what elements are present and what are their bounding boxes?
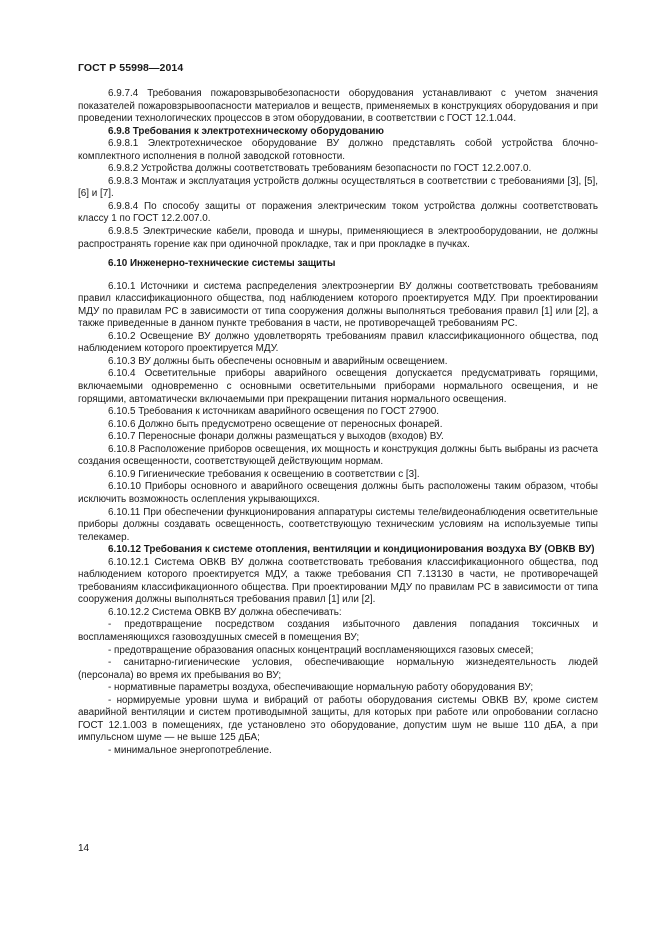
paragraph-6-10-5: 6.10.5 Требования к источникам аварийного освещения по ГОСТ 27900.: [108, 406, 439, 418]
paragraph-6-9-8-3: 6.9.8.3 Монтаж и эксплуатация устройств должны осуществляться в соответствии с требованиями [3], [5], [6] и [7].: [78, 175, 598, 200]
paragraph-6-9-8-4: 6.9.8.4 По способу защиты от поражения электрическим током устройства должны соответствовать классу 1 по ГОСТ 12.2.007.0.: [78, 200, 598, 225]
page-body: [78, 88, 598, 757]
paragraph-6-10-12-1: 6.10.12.1 Система ОВКВ ВУ должна соответствовать требования классификационного общества, под наблюдением которого проектируется МДУ, а также требования СП 7.13130 в части, не противоречащей требованиям классификационного общества. При проектировании МДУ по правилам РС в зависимости от типа сооружения должны выполняться требования правил [1] или [2].: [78, 556, 598, 606]
paragraph-6-10-6: 6.10.6 Должно быть предусмотрено освещение от переносных фонарей.: [108, 418, 443, 430]
page-number: 14: [78, 843, 90, 854]
list-item: - минимальное энергопотребление.: [108, 744, 272, 756]
list-item: - нормируемые уровни шума и вибраций от работы оборудования системы ОВКВ ВУ, кроме систем аварийной вентиляции и систем противодымной защиты, для которых при работе или опробовании согласно ГОСТ 12.1.003 в помещениях, где установлено это оборудование, допустим шум не выше 110 дБА, а при импульсном шуме — не выше 125 дБА;: [78, 694, 598, 744]
paragraph-6-10-11: 6.10.11 При обеспечении функционирования аппаратуры системы теле/видеонаблюдения осветительные приборы должны создавать освещенность, соответствующую техническим условиям на используемые типы телекамер.: [78, 506, 598, 543]
list-item: - предотвращение посредством создания избыточного давления попадания токсичных и воспламеняющихся газовоздушных смесей в помещения ВУ;: [78, 619, 598, 643]
heading-6-10-12: 6.10.12 Требования к системе отопления, вентиляции и кондиционирования воздуха ВУ (ОВКВ ВУ): [108, 544, 595, 556]
paragraph-6-10-4: 6.10.4 Осветительные приборы аварийного освещения допускается предусматривать горящими, включаемыми одновременно с основными осветительными приборами нормального освещения, и не горящими, автоматически включаемыми при прекращении питания нормального освещения.: [78, 368, 598, 405]
heading-6-10: 6.10 Инженерно-технические системы защиты: [108, 258, 336, 270]
paragraph-6-10-3: 6.10.3 ВУ должны быть обеспечены основным и аварийным освещением.: [108, 355, 448, 367]
paragraph-6-10-10: 6.10.10 Приборы основного и аварийного освещения должны быть расположены таким образом, чтобы исключить возможность ослепления укрывающихся.: [78, 481, 598, 505]
paragraph-6-9-8-5: 6.9.8.5 Электрические кабели, провода и шнуры, применяющиеся в электрооборудовании, не должны распространять горение как при одиночной прокладке, так и при прокладке в пучках.: [78, 226, 598, 250]
list-item: - санитарно-гигиенические условия, обеспечивающие нормальную жизнедеятельность людей (персонала) во время их пребывания во ВУ;: [78, 657, 598, 681]
paragraph-6-9-8-2: 6.9.8.2 Устройства должны соответствовать требованиям безопасности по ГОСТ 12.2.007.0.: [108, 163, 532, 175]
paragraph-6-10-7: 6.10.7 Переносные фонари должны размещаться у выходов (входов) ВУ.: [108, 431, 444, 443]
paragraph-6-10-8: 6.10.8 Расположение приборов освещения, их мощность и конструкция должны быть выбраны из расчета создания освещенности, соответствующей действующим нормам.: [78, 443, 598, 468]
paragraph-6-9-7-4: 6.9.7.4 Требования пожаровзрывобезопасности оборудования устанавливают с учетом значения показателей пожаровзрывоопасности материалов и веществ, применяемых в конструкциях оборудования и при проведении технологических процессов в этом оборудовании, в соответствии с ГОСТ 12.1.044.: [78, 88, 598, 125]
heading-6-9-8: 6.9.8 Требования к электротехническому оборудованию: [108, 125, 384, 137]
list-item: - предотвращение образования опасных концентраций воспламеняющихся газовых смесей;: [108, 644, 534, 656]
list-item: - нормативные параметры воздуха, обеспечивающие нормальную работу оборудования ВУ;: [108, 682, 534, 694]
document-header: ГОСТ Р 55998—2014: [78, 62, 184, 74]
paragraph-6-10-9: 6.10.9 Гигиенические требования к освещению в соответствии с [3].: [108, 468, 420, 480]
paragraph-6-10-12-2: 6.10.12.2 Система ОВКВ ВУ должна обеспечивать:: [108, 606, 342, 618]
paragraph-6-10-1: 6.10.1 Источники и система распределения электроэнергии ВУ должны соответствовать требованиям правил классификационного общества, под наблюдением которого проектируется МДУ. При проектировании МДУ по правилам РС в зависимости от типа сооружения должны выполняться требования правил [1] или [2], а также приведенные в данном пункте требования в части, не противоречащей требованиям РС.: [78, 280, 598, 330]
paragraph-6-10-2: 6.10.2 Освещение ВУ должно удовлетворять требованиям правил классификационного общества, под наблюдением которого проектируется МДУ.: [78, 330, 598, 355]
paragraph-6-9-8-1: 6.9.8.1 Электротехническое оборудование ВУ должно представлять собой устройства блочно-комплектного исполнения в полной заводской готовности.: [78, 138, 598, 162]
